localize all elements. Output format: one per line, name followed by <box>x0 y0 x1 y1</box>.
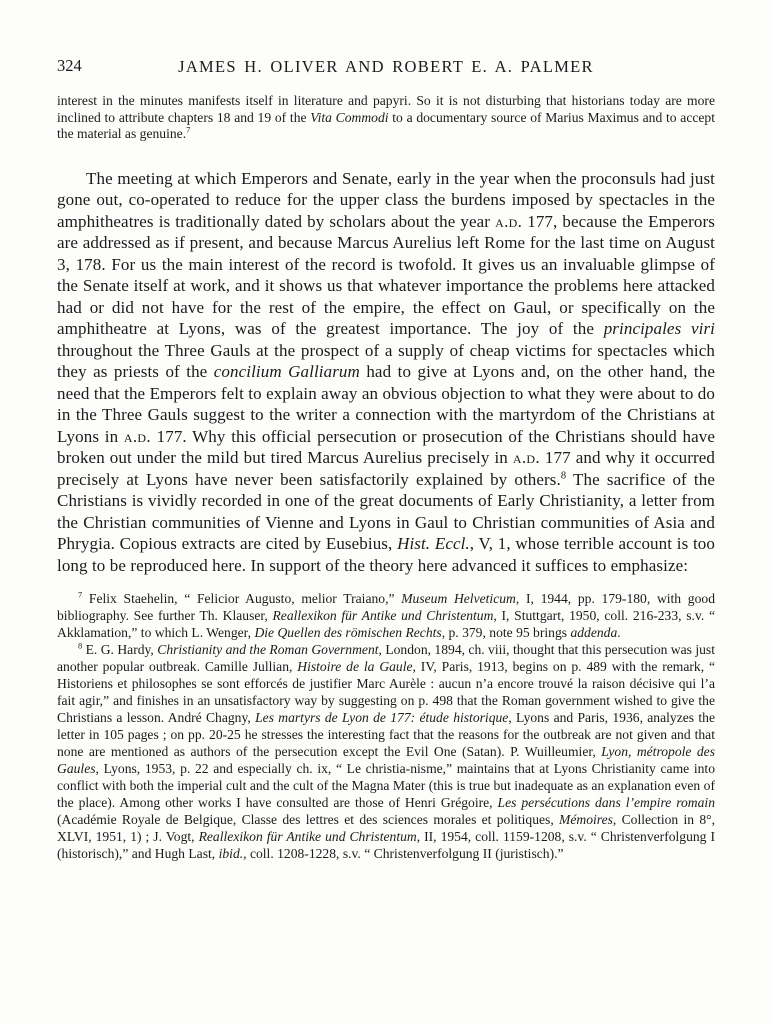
text-run: , II, 1954, coll. 1159-1208, s.v. “ Christenverfolgung I (historisch),” and Hugh Last, <box>57 829 716 862</box>
footnote-8 <box>57 641 715 862</box>
text-run: , London, 1894, ch. viii, thought that this persecution was just another popular outbreak. Camille Jullian, <box>57 642 715 675</box>
text-run-sup: 8 <box>78 640 83 651</box>
text-run-italic: ibid. <box>218 846 244 862</box>
text-run-italic: addenda <box>570 625 618 641</box>
text-run: E. G. Hardy, <box>82 642 158 658</box>
text-run: (Académie Royale de Belgique, Classe des lettres et des sciences morales et politiques, <box>57 812 560 828</box>
text-run-sup: 7 <box>186 124 191 135</box>
text-run-italic: Histoire de la Gaule <box>297 659 413 675</box>
text-run: The meeting at which Emperors and Senate, early in the year when the proconsuls had just gone out, co-operated to reduce for the upper class the burdens imposed by spectacles in the amphitheatres is traditionally dated by scholars about the year <box>57 168 715 231</box>
text-run-italic: Die Quellen des römischen Rechts <box>254 625 442 641</box>
text-run: , I, 1944, pp. 179-180, with good bibliography. See further Th. Klauser, <box>57 591 715 624</box>
running-header <box>57 0 715 76</box>
text-run-italic: Les persécutions dans l’empire romain <box>497 795 715 811</box>
text-run: interest in the minutes manifests itself in literature and papyri. So it is not disturbing that historians today are more inclined to attribute chapters 18 and 19 of the <box>57 93 715 125</box>
text-run-italic: Christianity and the Roman Government <box>157 642 379 658</box>
text-run: 177. Why this official persecution or prosecution of the Christians should have broken out under the mild but tired Marcus Aurelius precisely in <box>57 426 715 468</box>
text-run: , p. 379, note 95 brings <box>441 625 571 641</box>
text-run: , Lyons, 1953, p. 22 and especially ch. ix, “ Le christia-nisme,” maintains that at Lyons Christianity came into conflict with both the imperial cult and the cult of the Magna Mater (this is true but inadequate as an explanation even of the place). Among other works I have consulted are those of Henri Grégoire, <box>57 761 715 811</box>
text-run: Felix Staehelin, “ Felicior Augusto, melior Traiano,” <box>82 591 402 607</box>
text-run-italic: Mémoires <box>559 812 613 828</box>
text-run: had to give at Lyons and, on the other hand, the need that the Emperors felt to explain away an obvious objection to what they were about to do in the Three Gauls suggest to the writer a connection with the martyrdom of the Christians at Lyons in <box>57 362 715 446</box>
text-run: , coll. 1208-1228, s.v. “ Christenverfolgung II (juristisch).” <box>243 846 564 862</box>
intro-paragraph <box>57 93 715 143</box>
text-run: The sacrifice of the Christians is vividly recorded in one of the great documents of Early Christianity, a letter from the Christian communities of Vienne and Lyons in Gaul to Christian communities of Asia and Phrygia. Copious extracts are cited by Eusebius, <box>57 469 715 554</box>
main-paragraph <box>57 168 715 577</box>
text-run-smallcaps: a.d. <box>495 211 523 231</box>
text-run: , V, 1, whose terrible account is too long to be reproduced here. In support of the theory here advanced it suffices to emphasize: <box>57 534 716 575</box>
text-run: 177, because the Emperors are addressed as if present, and because Marcus Aurelius left Rome for the last time on August 3, 178. For us the main interest of the record is twofold. It gives us an invaluable glimpse of the Senate itself at work, and it shows us that whatever importance the problems here attacked had or did not have for the rest of the empire, the effect on Gaul, or specifically on the amphitheatre at Lyons, was of the greatest importance. The joy of the <box>57 211 715 339</box>
text-run-sup: 7 <box>78 589 83 600</box>
text-run-smallcaps: a.d. <box>123 426 151 446</box>
footnotes-section <box>57 590 715 862</box>
text-run: , IV, Paris, 1913, begins on p. 489 with the remark, “ Historiens et philosophes se sont efforcés de justifier Marc Aurèle : aucun n’a encore trouvé la raison décisive qui l’a fait agir,” and finishes in an unsatisfactory way by suggesting on p. 498 that the Roman government wished to give the Christians a lesson. André Chagny, <box>57 659 716 726</box>
text-run-sup: 8 <box>560 470 567 482</box>
text-run-italic: concilium Galliarum <box>213 362 360 382</box>
text-run-italic: principales viri <box>603 319 715 339</box>
text-run-italic: Museum Helveticum <box>401 591 516 607</box>
text-run: 177 and why it occurred precisely at Lyons have never been satisfactorily explained by others. <box>57 448 715 489</box>
text-run: . <box>617 625 621 641</box>
text-run: throughout the Three Gauls at the prospect of a supply of cheap victims for spectacles which they as priests of the <box>57 340 715 382</box>
text-run: , Lyons and Paris, 1936, analyzes the letter in 105 pages ; on pp. 20-25 he stresses the interesting fact that the reasons for the outbreak are not given and that none are mentioned as authors of the persecution except the Evil One (Satan). P. Wuilleumier, <box>57 710 715 760</box>
page-number: 324 <box>57 56 82 75</box>
text-run: , I, Stuttgart, 1950, coll. 216-233, s.v. “ Akklamation,” to which L. Wenger, <box>57 608 715 641</box>
running-head-title: JAMES H. OLIVER AND ROBERT E. A. PALMER <box>178 57 594 76</box>
text-run: , Collection in 8°, XLVI, 1951, 1) ; J. Vogt, <box>57 812 715 845</box>
text-run-smallcaps: a.d. <box>512 448 540 468</box>
text-run-italic: Les martyrs de Lyon de 177: étude historique <box>255 710 509 726</box>
text-run-italic: Lyon, métropole des Gaules <box>57 744 715 777</box>
text-run-italic: Reallexikon für Antike und Christentum <box>272 608 494 624</box>
text-run: to a documentary source of Marius Maximus and to accept the material as genuine. <box>57 109 715 142</box>
text-run-italic: Hist. Eccl. <box>397 534 470 554</box>
footnote-7 <box>57 590 715 641</box>
text-run-italic: Reallexikon für Antike und Christentum <box>198 829 417 845</box>
text-run-italic: Vita Commodi <box>310 109 389 125</box>
